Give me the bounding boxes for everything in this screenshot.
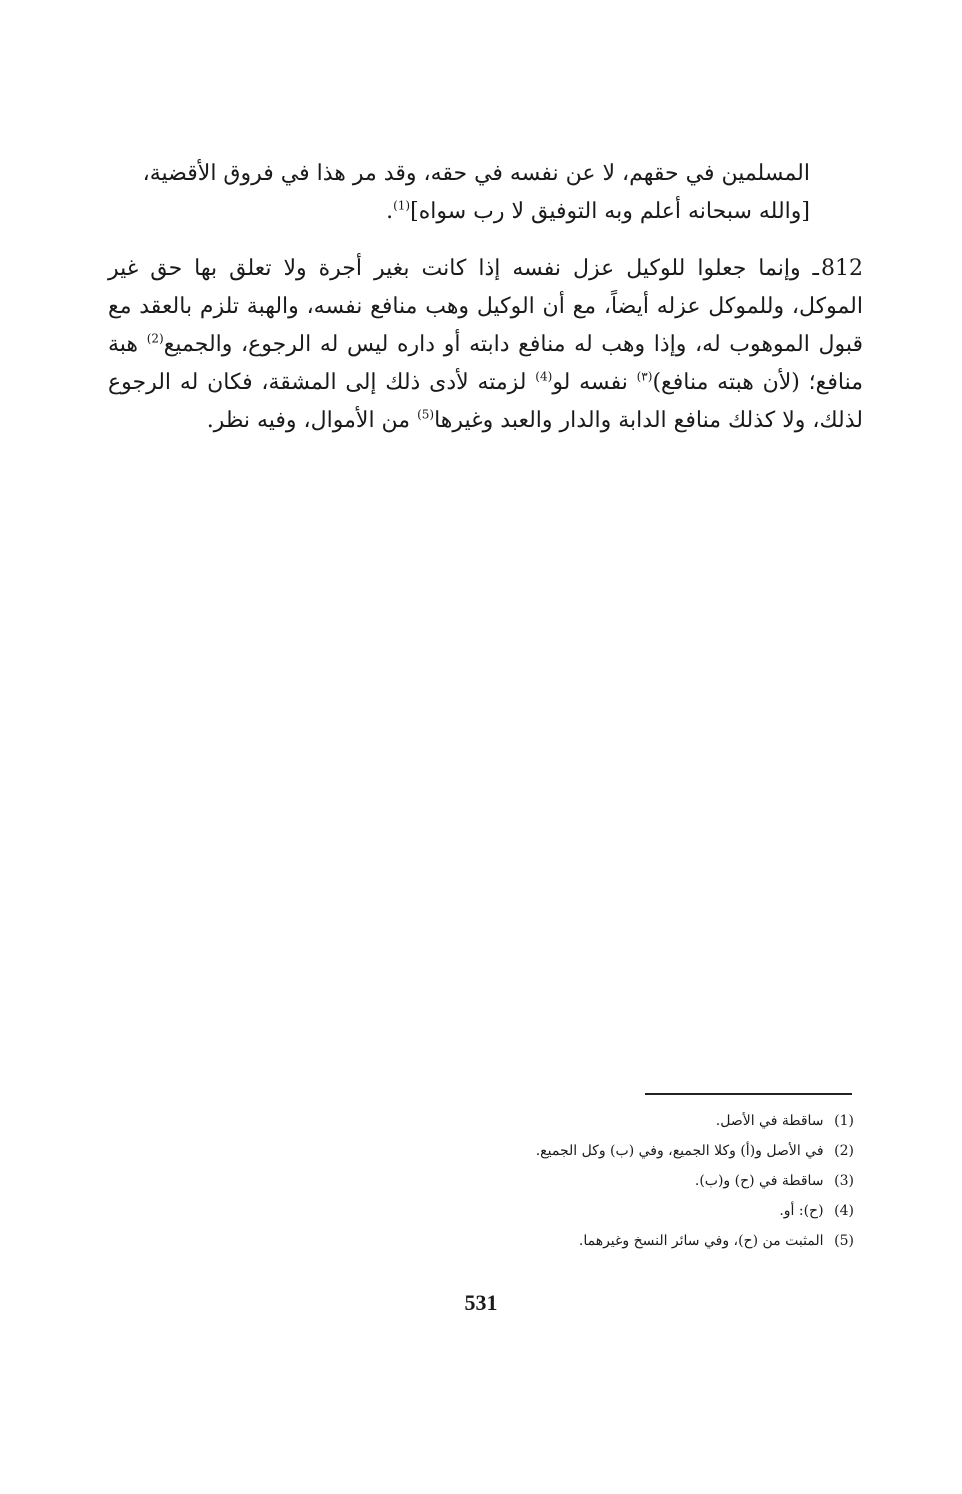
para2-text-5: من الأموال، وفيه نظر. bbox=[206, 408, 418, 433]
paragraph-812 bbox=[108, 250, 863, 440]
para1-line2: [والله سبحانه أعلم وبه التوفيق لا رب سواه] bbox=[410, 199, 810, 224]
footnote-4 bbox=[254, 1196, 854, 1226]
footnote-number: (3) bbox=[834, 1173, 854, 1189]
footnote-number: (1) bbox=[834, 1113, 854, 1129]
footnote-text: ساقطة في الأصل. bbox=[715, 1113, 824, 1129]
footnote-text: المثبت من (ح)، وفي سائر النسخ وغيرهما. bbox=[578, 1233, 824, 1249]
footnote-ref-2: (2) bbox=[146, 331, 164, 346]
footnotes bbox=[254, 1106, 854, 1256]
footnote-ref-4: (4) bbox=[535, 369, 553, 384]
paragraph-continuation bbox=[118, 155, 810, 231]
footnote-text: ساقطة في (ح) و(ب). bbox=[694, 1173, 824, 1189]
footnote-text: (ح): أو. bbox=[779, 1203, 824, 1219]
para2-text-1: ـ وإنما جعلوا للوكيل عزل نفسه إذا كانت بغير أجرة ولا تعلق بها حق غير الموكل، وللموكل عزله أيضاً، مع أن الوكيل وهب منافع نفسه، والهبة تلزم بالعقد مع قبول الموهوب له، وإذا وهب له منافع دابته أو داره ليس له الرجوع، والجميع bbox=[108, 256, 864, 357]
page-number: 531 bbox=[464, 1290, 498, 1315]
footnote-separator bbox=[645, 1093, 852, 1095]
paragraph-number: 812 bbox=[821, 256, 863, 281]
para2-text-4: لزمته لأدى ذلك إلى المشقة، فكان له الرجوع لذلك، ولا كذلك منافع الدابة والدار والعبد وغيرها bbox=[108, 370, 863, 433]
footnote-1 bbox=[254, 1106, 854, 1136]
footnote-ref-3: (٣) bbox=[636, 369, 653, 384]
footnote-3 bbox=[254, 1166, 854, 1196]
footnote-text: في الأصل و(أ) وكلا الجميع، وفي (ب) وكل الجميع. bbox=[535, 1143, 824, 1159]
para1-end: . bbox=[386, 199, 394, 224]
footnote-2 bbox=[254, 1136, 854, 1166]
para2-text-2: هبة منافع؛ (لأن هبته منافع) bbox=[108, 332, 864, 395]
para1-line1: المسلمين في حقهم، لا عن نفسه في حقه، وقد مر هذا في فروق الأقضية، bbox=[142, 161, 810, 186]
footnote-ref-5: (5) bbox=[417, 407, 435, 422]
footnote-number: (5) bbox=[834, 1233, 854, 1249]
footnote-number: (2) bbox=[834, 1143, 854, 1159]
footnote-ref-1: (1) bbox=[393, 198, 411, 213]
para2-text-3: نفسه لو bbox=[552, 370, 637, 395]
footnote-number: (4) bbox=[834, 1203, 854, 1219]
footnote-5 bbox=[254, 1226, 854, 1256]
